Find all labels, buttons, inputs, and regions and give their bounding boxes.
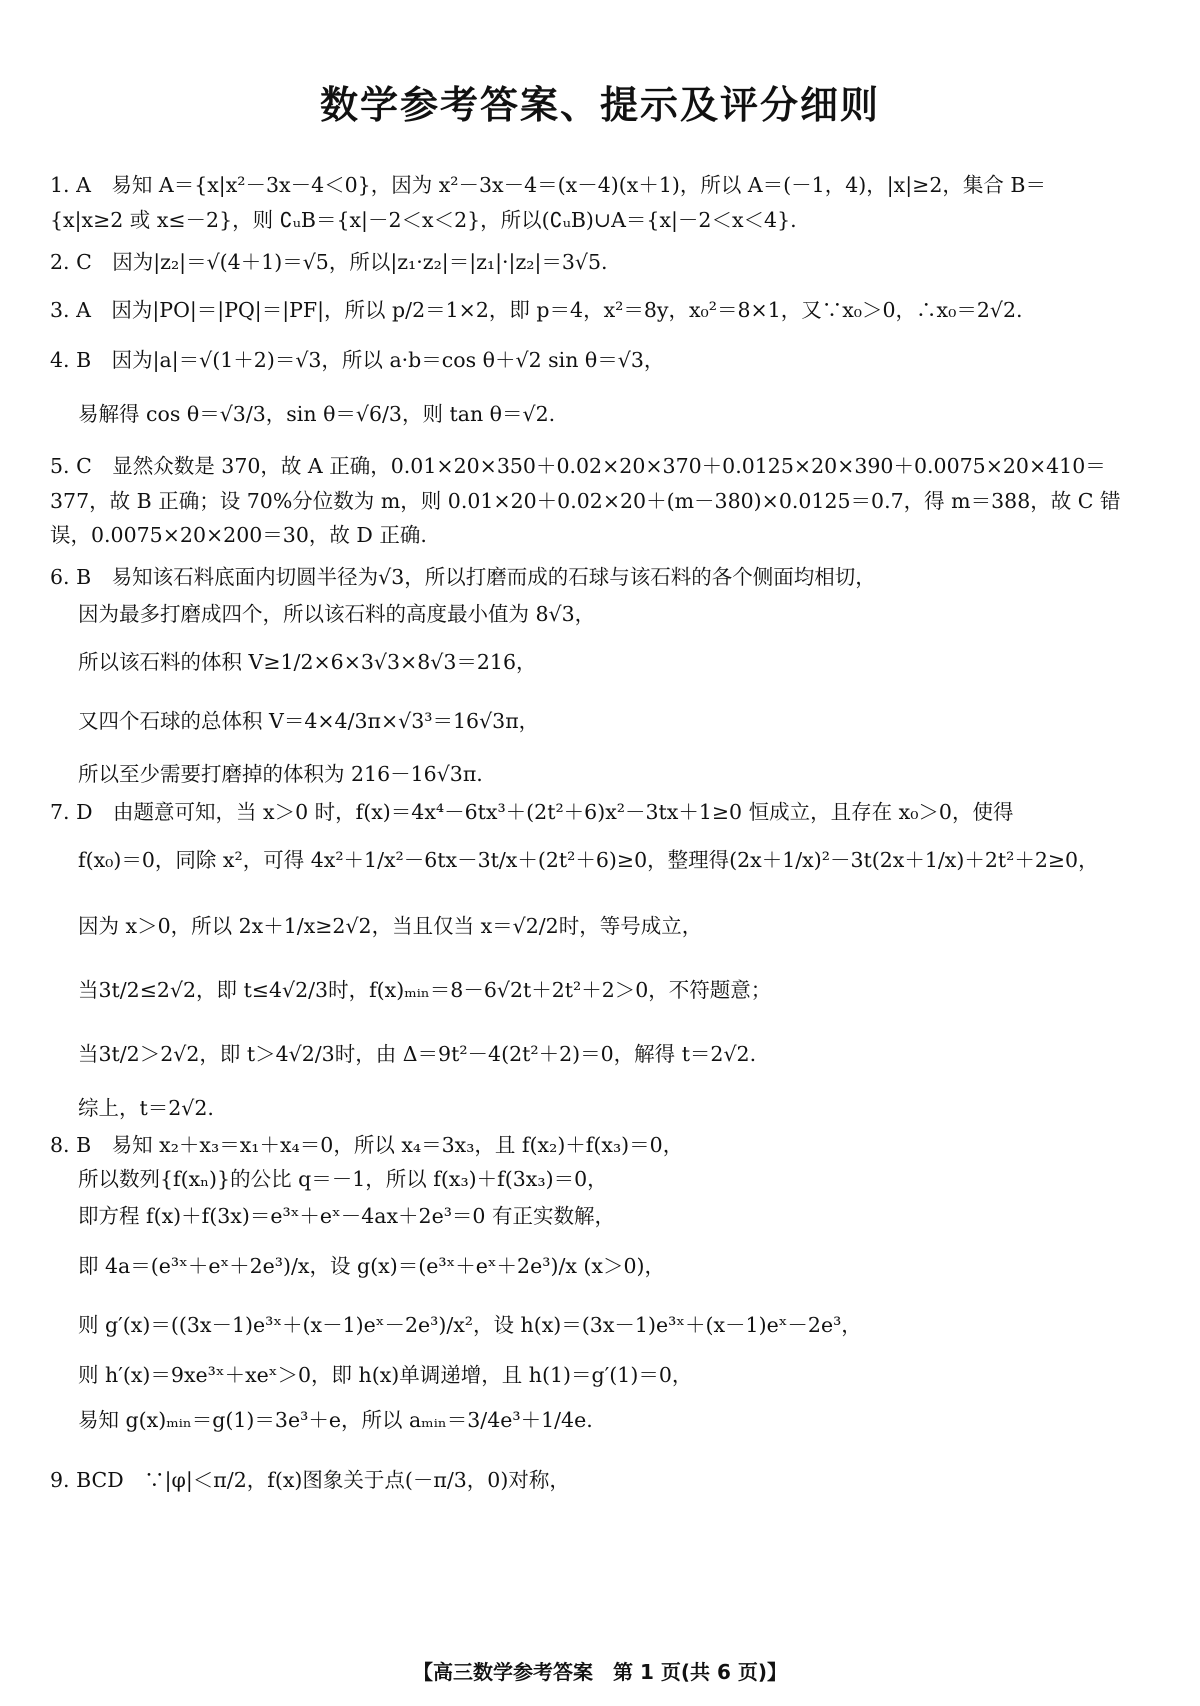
page-footer: 【高三数学参考答案 第 1 页(共 6 页)】 xyxy=(413,1660,787,1684)
answer-7-line-3: 因为 x＞0，所以 2x＋1/x≥2√2，当且仅当 x＝√2/2时，等号成立， xyxy=(78,914,703,938)
answer-9-line-1: 9. BCD ∵|φ|＜π/2，f(x)图象关于点(－π/3，0)对称， xyxy=(50,1468,570,1492)
answer-5-line-2: 377，故 B 正确；设 70%分位数为 m，则 0.01×20＋0.02×20＋(m－380)×0.0125＝0.7，得 m＝388，故 C 错 xyxy=(50,489,1121,513)
answer-8-line-2: 所以数列{f(xₙ)}的公比 q＝－1，所以 f(x₃)＋f(3x₃)＝0， xyxy=(78,1167,608,1191)
answer-7-line-1: 7. D 由题意可知，当 x＞0 时，f(x)＝4x⁴－6tx³＋(2t²＋6)x²－3tx＋1≥0 恒成立，且存在 x₀＞0，使得 xyxy=(50,800,1014,824)
answer-8-line-5: 则 g′(x)＝((3x－1)e³ˣ＋(x－1)eˣ－2e³)/x²，设 h(x)＝(3x－1)e³ˣ＋(x－1)eˣ－2e³， xyxy=(78,1313,862,1337)
answer-6-line-4: 又四个石球的总体积 V＝4×4/3π×√3³＝16√3π， xyxy=(78,709,540,733)
answer-5-line-1: 5. C 显然众数是 370，故 A 正确，0.01×20×350＋0.02×20×370＋0.0125×20×390＋0.0075×20×410＝ xyxy=(50,454,1106,478)
answer-8-line-3: 即方程 f(x)＋f(3x)＝e³ˣ＋eˣ－4ax＋2e³＝0 有正实数解， xyxy=(78,1204,615,1228)
answer-6-line-1: 6. B 易知该石料底面内切圆半径为√3，所以打磨而成的石球与该石料的各个侧面均相切， xyxy=(50,565,876,589)
answer-7-line-5: 当3t/2＞2√2，即 t＞4√2/3时，由 Δ＝9t²－4(2t²＋2)＝0，解得 t＝2√2. xyxy=(78,1042,757,1066)
answer-6-line-2: 因为最多打磨成四个，所以该石料的高度最小值为 8√3， xyxy=(78,602,596,626)
answer-6-line-3: 所以该石料的体积 V≥1/2×6×3√3×8√3＝216， xyxy=(78,650,537,674)
answer-6-line-5: 所以至少需要打磨掉的体积为 216－16√3π. xyxy=(78,762,483,786)
answer-1-line-1: 1. A 易知 A＝{x|x²－3x－4＜0}，因为 x²－3x－4＝(x－4)(x＋1)，所以 A＝(－1，4)，|x|≥2，集合 B＝ xyxy=(50,173,1046,197)
answer-7-line-6: 综上，t＝2√2. xyxy=(78,1096,214,1120)
answer-7-line-4: 当3t/2≤2√2，即 t≤4√2/3时，f(x)ₘᵢₙ＝8－6√2t＋2t²＋2＞0，不符题意； xyxy=(78,978,772,1002)
answer-1-line-2: {x|x≥2 或 x≤－2}，则 ∁ᵤB＝{x|－2＜x＜2}，所以(∁ᵤB)∪A＝{x|－2＜x＜4}. xyxy=(50,208,797,232)
answer-8-line-6: 则 h′(x)＝9xe³ˣ＋xeˣ＞0，即 h(x)单调递增，且 h(1)＝g′(1)＝0， xyxy=(78,1363,693,1387)
answer-5-line-3: 误，0.0075×20×200＝30，故 D 正确. xyxy=(50,523,427,547)
page-title: 数学参考答案、提示及评分细则 xyxy=(319,83,880,127)
answer-7-line-2: f(x₀)＝0，同除 x²，可得 4x²＋1/x²－6tx－3t/x＋(2t²＋6)≥0，整理得(2x＋1/x)²－3t(2x＋1/x)＋2t²＋2≥0， xyxy=(78,848,1099,872)
answer-8-line-4: 即 4a＝(e³ˣ＋eˣ＋2e³)/x，设 g(x)＝(e³ˣ＋eˣ＋2e³)/x (x＞0)， xyxy=(78,1254,666,1278)
answer-8-line-7: 易知 g(x)ₘᵢₙ＝g(1)＝3e³＋e，所以 aₘᵢₙ＝3/4e³＋1/4e. xyxy=(78,1408,593,1432)
answer-4-line-2: 易解得 cos θ＝√3/3，sin θ＝√6/3，则 tan θ＝√2. xyxy=(78,402,556,426)
answer-4-line-1: 4. B 因为|a|＝√(1＋2)＝√3，所以 a·b＝cos θ＋√2 sin θ＝√3， xyxy=(50,348,665,372)
answer-8-line-1: 8. B 易知 x₂＋x₃＝x₁＋x₄＝0，所以 x₄＝3x₃，且 f(x₂)＋f(x₃)＝0， xyxy=(50,1133,684,1157)
answer-3-line-1: 3. A 因为|PO|＝|PQ|＝|PF|，所以 p/2＝1×2，即 p＝4，x²＝8y，x₀²＝8×1，又∵x₀＞0，∴x₀＝2√2. xyxy=(50,298,1023,322)
answer-2-line-1: 2. C 因为|z₂|＝√(4＋1)＝√5，所以|z₁·z₂|＝|z₁|·|z₂|＝3√5. xyxy=(50,250,608,274)
